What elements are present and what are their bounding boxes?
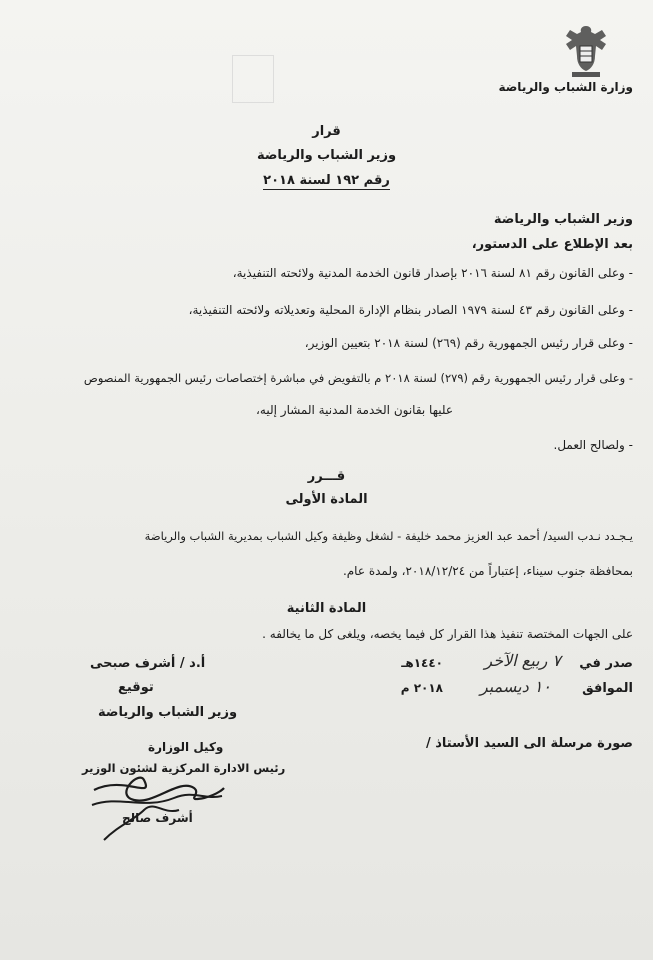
undersecretary-title: وكيل الوزارة bbox=[148, 740, 224, 754]
preamble-item-continued: عليها بقانون الخدمة المدنية المشار إليه، bbox=[256, 403, 453, 417]
decree-heading: قرار bbox=[312, 124, 341, 139]
issued-hijri-handwritten: ٧ ربيع الآخر bbox=[484, 651, 561, 670]
preamble-item: - وعلى القانون رقم ٤٣ لسنة ١٩٧٩ الصادر بنظام الإدارة المحلية وتعديلاته ولائحته التنفيذية، bbox=[188, 303, 633, 317]
corresponding-date-handwritten: ١٠ ديسمبر bbox=[479, 677, 551, 696]
issued-hijri-year: ١٤٤٠هـ bbox=[401, 656, 443, 670]
preamble-item: - وعلى قرار رئيس الجمهورية رقم (٢٦٩) لسنة ٢٠١٨ بتعيين الوزير، bbox=[304, 336, 633, 350]
decision-heading: قـــرر bbox=[307, 469, 346, 484]
minister-name: أ.د / أشرف صبحى bbox=[90, 656, 206, 671]
preamble-item: - وعلى قرار رئيس الجمهورية رقم (٢٧٩) لسنة ٢٠١٨ م بالتفويض في مباشرة إختصاصات رئيس الجمهورية المنصوص bbox=[83, 371, 633, 385]
article-1-title: المادة الأولى bbox=[285, 492, 368, 507]
corresponding-year: ٢٠١٨ م bbox=[400, 681, 443, 695]
faint-stamp-mark bbox=[232, 55, 274, 103]
signature-label: توقيع bbox=[118, 680, 154, 695]
article-2-title: المادة الثانية bbox=[286, 601, 367, 616]
article-1-text-continued: بمحافظة جنوب سيناء، إعتباراً من ٢٠١٨/١٢/٢٤، ولمدة عام. bbox=[342, 564, 633, 578]
preamble-item: - ولصالح العمل. bbox=[553, 438, 633, 452]
undersecretary-office: رئيس الادارة المركزية لشئون الوزير bbox=[82, 761, 286, 775]
eagle-emblem-icon bbox=[562, 22, 610, 80]
article-1-text: يـجـدد نـدب السيد/ أحمد عبد العزيز محمد خليفة - لشغل وظيفة وكيل الشباب بمديرية الشباب والرياضة bbox=[144, 529, 633, 543]
decree-number: رقم ١٩٢ لسنة ٢٠١٨ bbox=[263, 173, 390, 188]
preamble-item: - وعلى القانون رقم ٨١ لسنة ٢٠١٦ بإصدار قانون الخدمة المدنية ولائحته التنفيذية، bbox=[232, 266, 633, 280]
preamble-constitution: بعد الإطلاع على الدستور، bbox=[471, 237, 633, 252]
preamble-minister: وزير الشباب والرياضة bbox=[493, 212, 633, 227]
minister-title: وزير الشباب والرياضة bbox=[98, 705, 238, 720]
decree-issuer: وزير الشباب والرياضة bbox=[256, 148, 397, 163]
signature-scribble-icon bbox=[84, 770, 234, 850]
ministry-letterhead: وزارة الشباب والرياضة bbox=[498, 80, 633, 94]
issued-label: صدر في bbox=[579, 656, 633, 671]
undersecretary-name: أشرف صالح bbox=[122, 811, 193, 825]
article-2-text: على الجهات المختصة تنفيذ هذا القرار كل فيما يخصه، ويلغى كل ما يخالفه . bbox=[262, 627, 633, 641]
corresponding-label: الموافق bbox=[582, 681, 633, 696]
copy-to: صورة مرسلة الى السيد الأستاذ / bbox=[425, 736, 633, 751]
